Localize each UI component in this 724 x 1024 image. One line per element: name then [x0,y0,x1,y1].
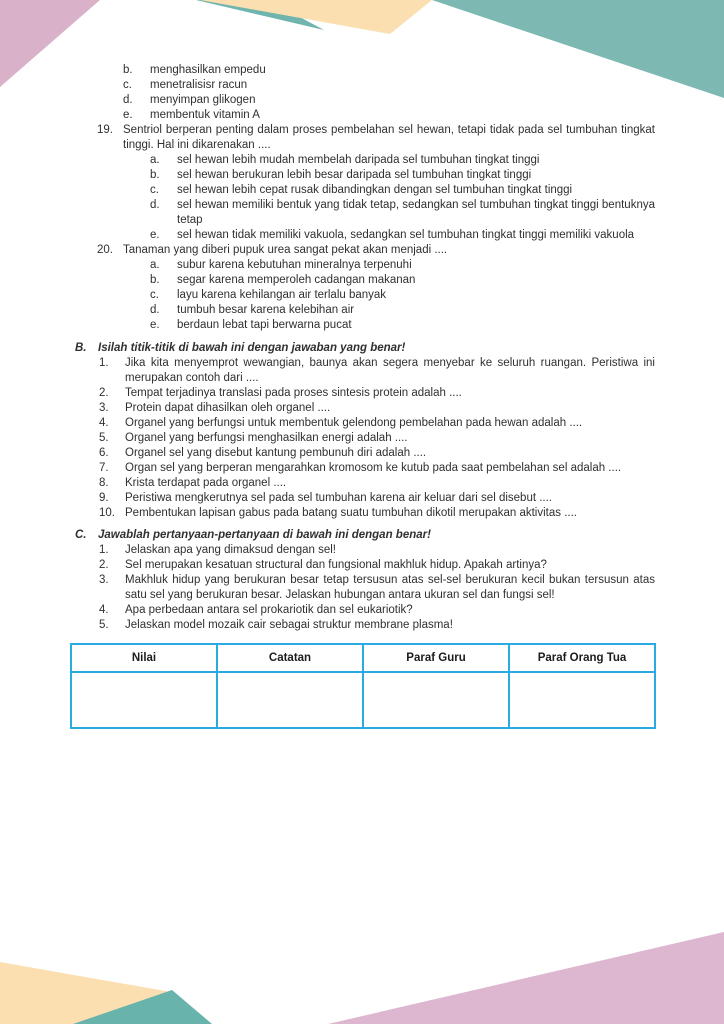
item-number: 10. [99,507,115,519]
fill-blank-item [0,431,655,446]
essay-item [0,543,655,558]
item-number: 8. [99,477,109,489]
option-text: sel hewan memiliki bentuk yang tidak tetap, sedangkan sel tumbuhan tingkat tinggi bentuknya tetap [177,199,655,226]
option-text: subur karena kebutuhan mineralnya terpenuhi [177,259,412,271]
triangle-bottom-right-pink-icon [328,932,724,1024]
option-text: sel hewan lebih mudah membelah daripada sel tumbuhan tingkat tinggi [177,154,540,166]
item-text: Jelaskan apa yang dimaksud dengan sel! [125,544,336,556]
essay-item [0,573,655,603]
item-text: Tempat terjadinya translasi pada proses sintesis protein adalah .... [125,387,462,399]
item-text: Jika kita menyemprot wewangian, baunya akan segera menyebar ke seluruh ruangan. Peristiwa ini merupakan contoh dari .... [125,357,655,384]
score-cell-nilai [71,672,217,728]
item-text: Apa perbedaan antara sel prokariotik dan sel eukariotik? [125,604,413,616]
item-text: Makhluk hidup yang berukuran besar tetap tersusun atas sel-sel berukuran kecil bukan tersusun atas satu sel yang berukuran besar. Jelaskan hubungan antara ukuran sel dan fungsi sel! [125,574,655,601]
item-number: 1. [99,357,109,369]
answer-option [0,93,655,108]
option-letter: b. [123,64,133,76]
option-text: menetralisisr racun [150,79,248,91]
item-number: 2. [99,559,109,571]
fill-blank-item [0,401,655,416]
section-b-heading [0,341,655,356]
answer-option [0,303,655,318]
option-text: menghasilkan empedu [150,64,266,76]
answer-option [0,273,655,288]
option-text: sel hewan lebih cepat rusak dibandingkan dengan sel tumbuhan tingkat tinggi [177,184,573,196]
answer-option [0,318,655,333]
item-number: 1. [99,544,109,556]
answer-option [0,198,655,228]
fill-blank-item [0,461,655,476]
score-cell-paraf-guru [363,672,509,728]
score-table-header-paraf-guru: Paraf Guru [363,644,509,672]
answer-option [0,63,655,78]
item-number: 4. [99,604,109,616]
score-table-header-catatan: Catatan [217,644,363,672]
essay-item [0,558,655,573]
item-text: Organel yang berfungsi untuk membentuk gelendong pembelahan pada hewan adalah .... [125,417,583,429]
option-text: layu karena kehilangan air terlalu banyak [177,289,387,301]
fill-blank-item [0,416,655,431]
fill-blank-item [0,476,655,491]
answer-option [0,183,655,198]
item-text: Krista terdapat pada organel .... [125,477,287,489]
score-cell-paraf-orang-tua [509,672,655,728]
fill-blank-item [0,386,655,401]
answer-option [0,108,655,123]
item-number: 7. [99,462,109,474]
fill-blank-item [0,446,655,461]
essay-item [0,618,655,633]
option-letter: c. [123,79,132,91]
question-text: Sentriol berperan penting dalam proses pembelahan sel hewan, tetapi tidak pada sel tumbuhan tingkat tinggi. Hal ini dikarenakan .... [123,124,655,151]
essay-item [0,603,655,618]
score-table-blank-row [71,672,655,728]
question-item-20 [0,243,655,258]
item-number: 2. [99,387,109,399]
section-title: Isilah titik-titik di bawah ini dengan jawaban yang benar! [98,342,406,354]
section-letter: C. [75,529,87,541]
option-letter: c. [150,184,159,196]
item-number: 5. [99,619,109,631]
question-text: Tanaman yang diberi pupuk urea sangat pekat akan menjadi .... [123,244,448,256]
fill-blank-item [0,356,655,386]
answer-option [0,228,655,243]
option-letter: e. [150,229,160,241]
score-table [70,643,656,729]
option-letter: d. [150,199,160,211]
item-text: Jelaskan model mozaik cair sebagai struktur membrane plasma! [125,619,453,631]
option-letter: c. [150,289,159,301]
section-c-heading [0,528,655,543]
option-text: berdaun lebat tapi berwarna pucat [177,319,352,331]
option-text: tumbuh besar karena kelebihan air [177,304,355,316]
option-letter: a. [150,259,160,271]
option-text: segar karena memperoleh cadangan makanan [177,274,416,286]
option-letter: b. [150,169,160,181]
item-number: 3. [99,574,109,586]
item-text: Organel yang berfungsi menghasilkan energi adalah .... [125,432,408,444]
fill-blank-item [0,506,655,521]
triangle-bottom-left-peach-icon [0,962,171,1024]
score-table-header-row [71,644,655,672]
fill-blank-item [0,491,655,506]
triangle-top-teal-sliver-icon [196,0,324,30]
item-number: 6. [99,447,109,459]
item-text: Pembentukan lapisan gabus pada batang suatu tumbuhan dikotil merupakan aktivitas .... [125,507,577,519]
answer-option [0,288,655,303]
section-letter: B. [75,342,87,354]
item-number: 4. [99,417,109,429]
answer-option [0,78,655,93]
item-number: 5. [99,432,109,444]
item-text: Organel sel yang disebut kantung pembunuh diri adalah .... [125,447,427,459]
option-text: sel hewan tidak memiliki vakuola, sedangkan sel tumbuhan tingkat tinggi memiliki vakuola [177,229,635,241]
item-text: Peristiwa mengkerutnya sel pada sel tumbuhan karena air keluar dari sel disebut .... [125,492,553,504]
question-number: 20. [97,244,113,256]
option-letter: e. [150,319,160,331]
option-letter: d. [123,94,133,106]
item-number: 3. [99,402,109,414]
option-letter: d. [150,304,160,316]
score-cell-catatan [217,672,363,728]
option-letter: a. [150,154,160,166]
option-text: menyimpan glikogen [150,94,256,106]
option-text: membentuk vitamin A [150,109,260,121]
score-table-header-nilai: Nilai [71,644,217,672]
triangle-top-peach-icon [200,0,432,34]
item-text: Organ sel yang berperan mengarahkan kromosom ke kutub pada saat pembelahan sel adalah .... [125,462,622,474]
document-content [0,63,655,729]
option-letter: b. [150,274,160,286]
answer-option [0,258,655,273]
item-text: Sel merupakan kesatuan structural dan fungsional makhluk hidup. Apakah artinya? [125,559,547,571]
item-text: Protein dapat dihasilkan oleh organel .... [125,402,331,414]
section-title: Jawablah pertanyaan-pertanyaan di bawah ini dengan benar! [98,529,431,541]
answer-option [0,168,655,183]
option-text: sel hewan berukuran lebih besar daripada sel tumbuhan tingkat tinggi [177,169,532,181]
question-number: 19. [97,124,113,136]
option-letter: e. [123,109,133,121]
score-table-header-paraf-orang-tua: Paraf Orang Tua [509,644,655,672]
question-item-19 [0,123,655,153]
answer-option [0,153,655,168]
item-number: 9. [99,492,109,504]
triangle-bottom-teal-icon [73,990,212,1024]
